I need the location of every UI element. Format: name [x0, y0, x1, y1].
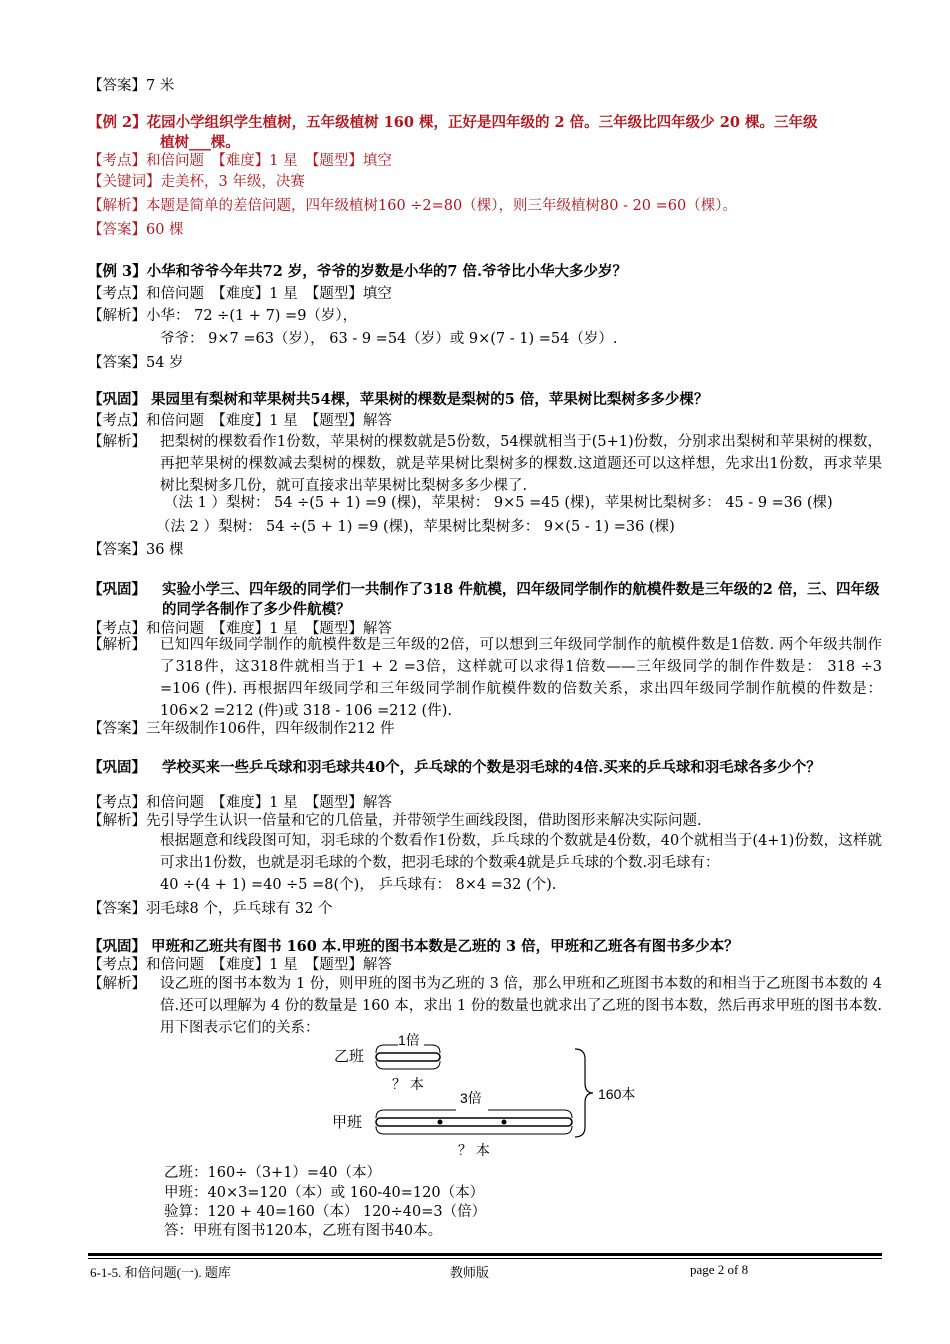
- segment-diagram: [320, 1027, 680, 1162]
- footer-rule-thick: [88, 1253, 882, 1256]
- g3-header: 学校买来一些乒乓球和羽毛球共40个，乒乓球的个数是羽毛球的4倍.买来的乒乓球和羽毛球各多少个？: [162, 759, 821, 776]
- answer-prev: 【答案】7 米: [88, 78, 175, 94]
- ex2-header: 【例 2】花园小学组织学生植树，五年级植树 160 棵，正好是四年级的 2 倍。三年级比四年级少 20 棵。三年级: [88, 114, 818, 131]
- g1-kaodian: 【考点】和倍问题 【难度】1 星 【题型】解答: [88, 413, 392, 429]
- g3-jiexi-3: 40 ÷(4 + 1) =40 ÷5 =8(个)， 乒乓球有： 8×4 =32 (个).: [160, 877, 557, 893]
- g2-header: 实验小学三、四年级的同学们一共制作了318 件航模，四年级同学制作的航模件数是三年级的2 倍，三、四年级的同学各制作了多少件航模？: [162, 581, 880, 618]
- g2-jiexi-tag: 【解析】: [88, 637, 146, 653]
- ex3-jiexi-2: 爷爷： 9×7 =63（岁）， 63 - 9 =54（岁）或 9×(7 - 1) =54（岁）.: [160, 331, 618, 347]
- one-brace-left: [376, 1045, 398, 1053]
- ex3-header: 【例 3】小华和爷爷今年共72 岁，爷爷的岁数是小华的7 倍.爷爷比小华大多少岁？: [88, 263, 628, 280]
- g3-answer: 【答案】羽毛球8 个，乒乓球有 32 个: [88, 901, 333, 917]
- ex3-answer: 【答案】54 岁: [88, 355, 184, 371]
- g1-method-2: （法 2 ）梨树： 54 ÷(5 + 1) =9 (棵)，苹果树比梨树多： 9×(5 - 1) =36 (棵): [156, 519, 675, 535]
- jia-divider-2: [502, 1120, 507, 1125]
- ex2-keyword: 【关键词】走美杯，3 年级，决赛: [88, 174, 305, 190]
- yi-bar: [376, 1053, 440, 1061]
- g2-jiexi: 已知四年级同学制作的航模件数是三年级的2倍，可以想到三年级同学制作的航模件数是1倍数. 两个年级共制作了318件，这318件就相当于1 + 2 =3倍，这样就可以求得1倍数——三年级同学的制作件数是： 318 ÷3 =106 (件). 再根据四年级同学和三年级同学制作航模件数的倍数关系，求出四年级同学制作航模的件数是： 106×2 =212 (件)或 318 - 106 =212 (件).: [160, 637, 882, 719]
- g3-jiexi-1: 【解析】先引导学生认识一倍量和它的几倍量，并带领学生画线段图，借助图形来解决实际问题.: [88, 813, 702, 829]
- diagram-q1: ？ 本: [392, 1076, 424, 1092]
- footer-page: page 2 of 8: [690, 1262, 749, 1277]
- ex2-jiexi: 【解析】本题是简单的差倍问题，四年级植树160 ÷2=80（棵），则三年级植树80 - 20 =60（棵）。: [88, 198, 737, 214]
- g3-header-tag: 【巩固】: [88, 759, 146, 776]
- ex2-answer: 【答案】60 棵: [88, 222, 184, 238]
- three-brace-left: [376, 1110, 456, 1118]
- ex3-kaodian: 【考点】和倍问题 【难度】1 星 【题型】填空: [88, 286, 392, 302]
- total-brace: [575, 1049, 593, 1137]
- jia-under-brace: [376, 1126, 572, 1134]
- g4-step-2: 甲班：40×3=120（本）或 160-40=120（本）: [164, 1185, 485, 1201]
- g4-step-1: 乙班：160÷（3+1）=40（本）: [164, 1165, 382, 1181]
- ex2-header-cont: 植树___棵。: [160, 134, 240, 151]
- g1-jiexi: 把梨树的棵数看作1份数，苹果树的棵数就是5份数，54棵就相当于(5+1)份数，分别求出梨树和苹果树的棵数，再把苹果树的棵数减去梨树的棵数，就是苹果树比梨树多的棵数.这道题还可以这样想，先求出1份数，再求苹果树比梨树多几份，就可直接求出苹果树比梨树多多少棵了.: [160, 434, 882, 494]
- three-brace-right: [488, 1110, 572, 1118]
- diagram-three-times: 3倍: [460, 1090, 482, 1106]
- g1-answer: 【答案】36 棵: [88, 542, 184, 558]
- g4-step-4: 答：甲班有图书120本，乙班有图书40本。: [164, 1223, 443, 1239]
- diagram-label-jia: 甲班: [332, 1114, 363, 1131]
- g1-header: 【巩固】 果园里有梨树和苹果树共54棵，苹果树的棵数是梨树的5 倍，苹果树比梨树多多少棵？: [88, 391, 709, 408]
- yi-under-brace: [376, 1061, 440, 1069]
- g4-kaodian: 【考点】和倍问题 【难度】1 星 【题型】解答: [88, 957, 392, 973]
- diagram-q2: ？ 本: [458, 1142, 490, 1158]
- diagram-label-yi: 乙班: [334, 1048, 365, 1065]
- footer-rule-thin: [88, 1258, 882, 1259]
- one-brace-right: [424, 1045, 440, 1053]
- footer-left: 6-1-5. 和倍问题(一). 题库: [90, 1265, 231, 1280]
- diagram-one-times: 1倍: [398, 1032, 420, 1048]
- footer-center: 教师版: [450, 1265, 490, 1280]
- g3-kaodian: 【考点】和倍问题 【难度】1 星 【题型】解答: [88, 795, 392, 811]
- g4-header: 【巩固】 甲班和乙班共有图书 160 本.甲班的图书本数是乙班的 3 倍，甲班和乙班各有图书多少本？: [88, 938, 739, 955]
- g2-answer: 【答案】三年级制作106件，四年级制作212 件: [88, 721, 395, 737]
- g3-jiexi-2: 根据题意和线段图可知，羽毛球的个数看作1份数，乒乓球的个数就是4份数，40个就相当于(4+1)份数，这样就可求出1份数，也就是羽毛球的个数，把羽毛球的个数乘4就是乒乓球的个数.羽毛球有：: [160, 833, 882, 871]
- g2-header-tag: 【巩固】: [88, 581, 146, 598]
- g1-method-1: （法 1 ）梨树： 54 ÷(5 + 1) =9 (棵)，苹果树： 9×5 =45 (棵)，苹果树比梨树多： 45 - 9 =36 (棵): [164, 495, 833, 511]
- g1-jiexi-tag: 【解析】: [88, 434, 146, 450]
- ex3-jiexi-1: 【解析】小华： 72 ÷(1 + 7) =9（岁），: [88, 308, 358, 324]
- g4-jiexi-tag: 【解析】: [88, 976, 146, 992]
- jia-divider-1: [438, 1120, 443, 1125]
- g4-jiexi: 设乙班的图书本数为 1 份，则甲班的图书为乙班的 3 倍，那么甲班和乙班图书本数的和相当于乙班图书本数的 4 倍.还可以理解为 4 份的数量是 160 本，求出 1 份的数量也就求出了乙班的图书本数，然后再求甲班的图书本数.用下图表示它们的关系：: [160, 976, 882, 1036]
- diagram-total: 160本: [598, 1086, 636, 1102]
- g2-kaodian: 【考点】和倍问题 【难度】1 星 【题型】解答: [88, 621, 392, 637]
- g4-step-3: 验算：120 + 40=160（本） 120÷40=3（倍）: [164, 1204, 487, 1220]
- ex2-kaodian: 【考点】和倍问题 【难度】1 星 【题型】填空: [88, 153, 392, 169]
- jia-bar: [376, 1118, 572, 1126]
